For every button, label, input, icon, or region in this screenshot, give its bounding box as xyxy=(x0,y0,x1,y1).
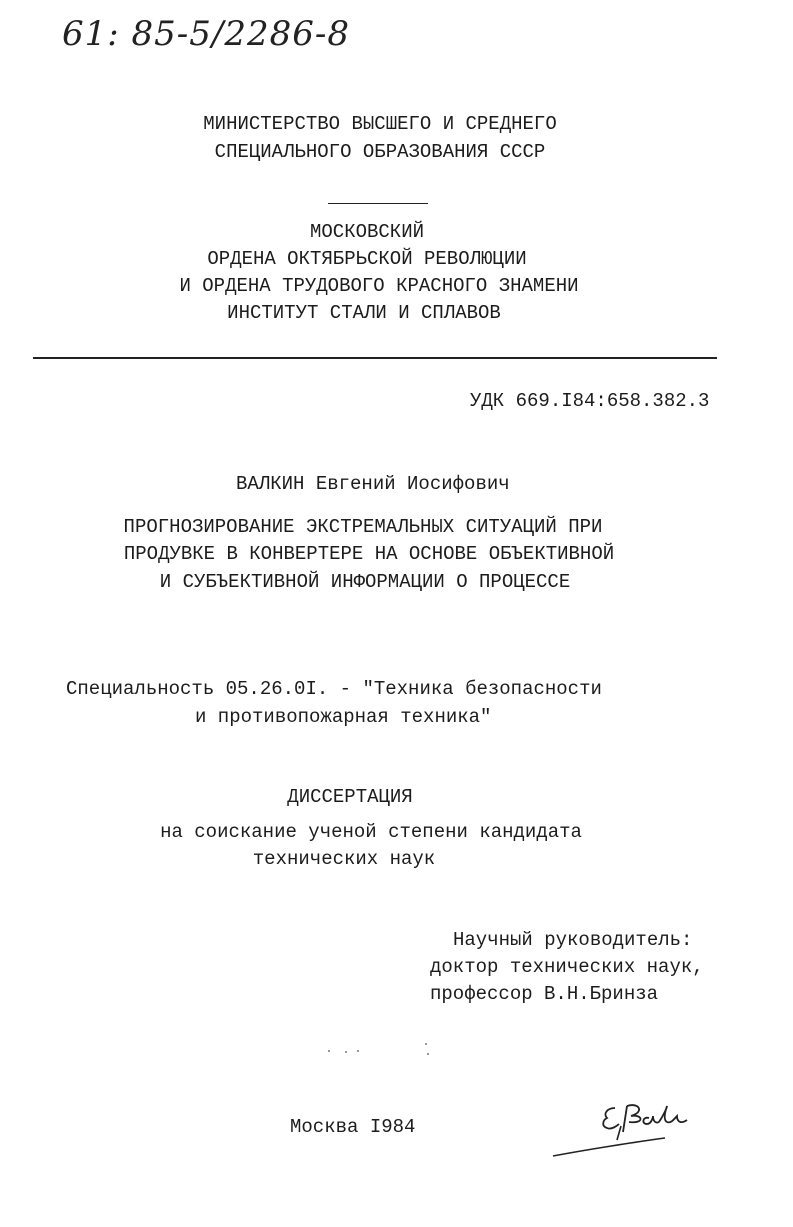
degree-line-1: на соискание ученой степени кандидата xyxy=(160,821,582,843)
degree-line-2: технических наук xyxy=(252,848,436,870)
document-type: ДИССЕРТАЦИЯ xyxy=(287,786,413,808)
institute-line-1: МОСКОВСКИЙ xyxy=(309,221,425,243)
ministry-line-1: МИНИСТЕРСТВО ВЫСШЕГО И СРЕДНЕГО xyxy=(203,113,557,135)
supervisor-label: Научный руководитель: xyxy=(453,929,693,951)
scan-speck xyxy=(345,1051,347,1053)
signature xyxy=(545,1100,705,1160)
institute-line-3: И ОРДЕНА ТРУДОВОГО КРАСНОГО ЗНАМЕНИ xyxy=(179,275,579,297)
scan-speck xyxy=(357,1050,359,1052)
handwritten-code: 61: 85-5/2286-8 xyxy=(62,14,351,54)
scan-speck xyxy=(427,1053,429,1055)
title-line-1: ПРОГНОЗИРОВАНИЕ ЭКСТРЕМАЛЬНЫХ СИТУАЦИЙ ПРИ xyxy=(123,516,603,538)
institute-line-4: ИНСТИТУТ СТАЛИ И СПЛАВОВ xyxy=(227,302,501,324)
supervisor-name: профессор В.Н.Бринза xyxy=(430,983,659,1005)
long-divider xyxy=(33,357,717,359)
specialty-line-1: Специальность 05.26.0I. - "Техника безопасности xyxy=(66,678,602,700)
udc-code: УДК 669.I84:658.382.3 xyxy=(470,390,710,412)
specialty-line-2: и противопожарная техника" xyxy=(195,706,492,728)
author-name: ВАЛКИН Евгений Иосифович xyxy=(236,473,510,495)
title-line-2: ПРОДУВКЕ В КОНВЕРТЕРЕ НА ОСНОВЕ ОБЪЕКТИВНОЙ xyxy=(123,543,615,565)
scan-speck xyxy=(425,1043,427,1045)
place-year: Москва I984 xyxy=(290,1116,416,1138)
short-divider xyxy=(328,203,428,204)
supervisor-degree: доктор технических наук, xyxy=(430,956,704,978)
ministry-line-2: СПЕЦИАЛЬНОГО ОБРАЗОВАНИЯ СССР xyxy=(214,141,546,163)
title-line-3: И СУБЪЕКТИВНОЙ ИНФОРМАЦИИ О ПРОЦЕССЕ xyxy=(159,571,571,593)
institute-line-2: ОРДЕНА ОКТЯБРЬСКОЙ РЕВОЛЮЦИИ xyxy=(207,248,527,270)
scan-speck xyxy=(328,1050,330,1052)
